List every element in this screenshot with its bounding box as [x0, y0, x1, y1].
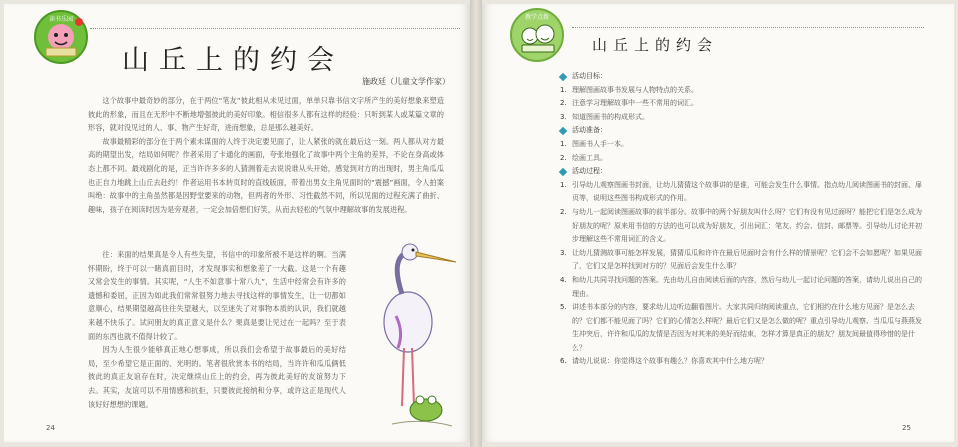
right-badge	[510, 8, 564, 62]
prep-item: 1. 图画书人手一本。	[560, 139, 628, 148]
left-badge	[34, 10, 88, 64]
right-page	[482, 4, 954, 442]
lesson-plan	[560, 70, 928, 369]
right-dotted-rule	[572, 27, 924, 28]
prep-item: 2. 绘画工具。	[560, 153, 607, 162]
left-badge-label: 读书乐园	[48, 16, 73, 23]
right-page-title: 山丘上的约会	[592, 36, 719, 54]
process-item: 4. 和幼儿共同寻找问题的答案。先由幼儿自由阅读后面的内容，然后与幼儿一起讨论问题的答案，请幼儿说出自己的理由。	[560, 275, 922, 298]
diamond-bullet-icon	[559, 168, 567, 176]
paragraph-4: 因为人生很少能够真正地心想事成，所以我们会希望于故事最后的美好结局，至少希望它是正面的、光明的。笔者很欣赏本书的结局，当许许和瓜瓜俩低彼此的真正友谊存在时，决定继续山丘上的约会，再为彼此美好的友谊努力下去。其实，友谊可以不用情感和抗拒，只要彼此接纳和分享，或许这正是现代人该好好想想的课题。	[88, 345, 346, 409]
reading-child-icon	[34, 10, 88, 64]
section-goals-heading: 活动目标：	[560, 70, 928, 84]
process-item: 1. 引导幼儿观察图画书封面，让幼儿猜猜这个故事讲的是谁，可能会发生什么事情。指点幼儿阅读图画书的封面、扉页等，说明这些图书构成形式的作用。	[560, 180, 922, 203]
goal-item: 2. 注意学习理解故事中一些不常用的词汇。	[560, 99, 698, 108]
process-item: 6. 请幼儿说说：你觉得这个故事有趣么？你喜欢其中什么地方呢？	[560, 357, 768, 366]
diamond-bullet-icon	[559, 127, 567, 135]
right-page-number: 25	[902, 424, 911, 432]
right-badge-label: 教学点拨	[524, 14, 549, 21]
left-page-title: 山丘上的约会	[122, 45, 344, 76]
book-gutter	[470, 0, 482, 447]
left-body-bottom	[88, 248, 346, 411]
two-kids-icon	[510, 8, 564, 62]
stork-and-frog-illustration	[352, 238, 462, 438]
paragraph-2: 故事最精彩的部分在于两个素未谋面的人终于决定要见面了，让人紧张的就在最后这一刻。两人都从对方最高的期望出发，结局如何呢？作者采用了卡通化的画面，夸张地强化了故事中两个主角的差异，不论在身高或体态上都不同。最戏剧化的是，正当许许多多的人猜测着走去说说谁从头开始，感觉到对方的出现时，男主角瓜瓜也正自力地跳上山丘去赴约！作者运用书本转页时的直线版面，带着出男女主角见面时的“震撼”画面，令人拍案叫绝：故事中的主角虽然都是因野堂要来的动物，但两者的外形、习性截然不同，所以见面的过程充满了曲折、趣味，孩子在阅读时因为是旁观者，一定会加倍想们好笑，从而去轻松的气氛中理解故事的发展进程。	[88, 136, 444, 214]
paragraph-1: 这个故事中最奇妙的部分，在于两位“笔友”彼此相从未见过面，单单只靠书信文字所产生的美好想象来塑造彼此的形象，而且在无形中不断地增强彼此的美好印象。相信很多人都有这样的经验：只听到某人或某篇文章的形容，就对没见过的人、事、物产生好奇，进而想象，总是那么越美好。	[88, 96, 444, 133]
section-prep-heading: 活动准备：	[560, 124, 928, 138]
left-page-number: 24	[46, 424, 55, 432]
goal-item: 1. 理解图画故事书发展与人物特点的关系。	[560, 85, 698, 94]
process-item: 2. 与幼儿一起阅读图画故事的前半部分。故事中的两个好朋友叫什么呀？它们有没有见过面呀？能把它们是怎么成为好朋友的呢？原来用书信的方法的也可以成为好朋友，引出词汇：笔友、约会、信封、邮票等。引导幼儿讨论并初步理解这些不常用词汇的含义。	[560, 207, 922, 244]
process-item: 3. 让幼儿猜测故事可能怎样发展，猜猜瓜瓜和许许在最后见面时会有什么样的情景呢？它们会不会如愿呢？如果见面了，它们又是怎样找到对方的？见面后会发生什么事？	[560, 248, 922, 271]
left-body-top	[88, 94, 444, 216]
section-process-heading: 活动过程：	[560, 165, 928, 179]
diamond-bullet-icon	[559, 73, 567, 81]
paragraph-3: 往：来面的结果真是令人有些失望，书信中的印象所被不是这样的啊。当满怀期盼，终于可以一睹真面目时，才发现事实和想象差了一大截。这是一个有趣又常会发生的事情。其实呢，“人生不如意事十常八九”，生活中经常会有许多的遗憾和委屈，正因为如此我们常常很努力地去寻找这样的事情发生，让一切都如意顺心，结果期望越高往往失望越大，以至迷失了对事物本质的认识，我们就越来越不快乐了。试问朋友的真正意义是什么？果真是要让见过在一起吗？至于表面的东西也就不值得计较了。	[88, 250, 346, 341]
process-item: 5. 讲述书本部分的内容，要求幼儿边听边翻看图片。大家共同归纳阅读重点，它们相约在什么地方见面？是怎么去的？它们都不能见面了吗？它们的心情怎么样呢？最后它们又是怎么做的呢？重点引导幼儿观察、当瓜瓜与燕燕发生冲突后，许许和瓜瓜的友情是否因为对其来的美好而结束，怎样才算是真正的朋友？朋友间最值得珍惜的是什么？	[560, 303, 922, 352]
left-page	[4, 4, 470, 442]
author-line: 施政廷（儿童文学作家）	[362, 77, 450, 86]
goal-item: 3. 知道图画书的构成形式。	[560, 112, 649, 121]
left-dotted-rule	[90, 28, 460, 29]
